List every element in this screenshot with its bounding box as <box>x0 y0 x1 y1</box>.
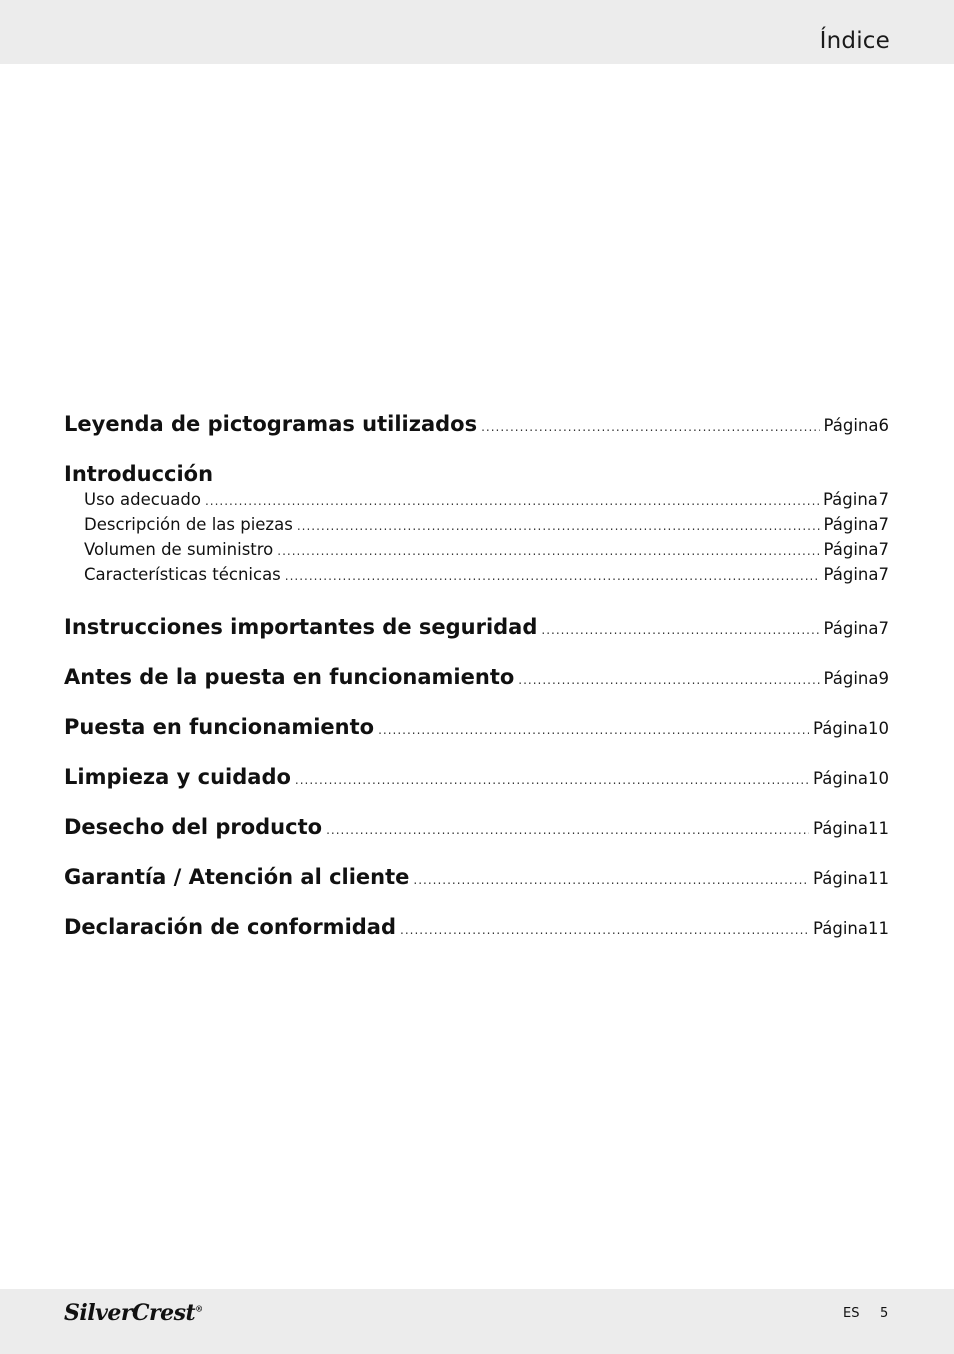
toc-entry-label: Descripción de las piezas <box>84 515 293 534</box>
brand-name: SilverCrest <box>64 1300 196 1326</box>
toc-page-number: 7 <box>878 619 889 638</box>
table-of-contents <box>64 412 889 965</box>
toc-page-number: 11 <box>868 919 889 938</box>
registered-mark: ® <box>195 1303 203 1314</box>
toc-leader-dots <box>295 773 809 787</box>
toc-entry-label: Puesta en funcionamiento <box>64 715 375 739</box>
toc-entry-puesta[interactable] <box>64 715 889 765</box>
toc-entry-label: Uso adecuado <box>84 490 201 509</box>
toc-page-number: 7 <box>878 565 889 584</box>
toc-page-number: 7 <box>878 515 889 534</box>
toc-entry-label: Antes de la puesta en funcionamiento <box>64 665 515 689</box>
toc-page-label: Página <box>823 515 879 534</box>
header-band <box>0 0 954 64</box>
language-code: ES <box>843 1306 860 1321</box>
toc-page-label: Página <box>813 919 868 938</box>
toc-leader-dots <box>518 673 819 687</box>
toc-page-label: Página <box>813 819 868 838</box>
toc-entry-label: Leyenda de pictogramas utilizados <box>64 412 478 436</box>
toc-entry-label: Volumen de suministro <box>84 540 274 559</box>
toc-leader-dots <box>326 823 809 837</box>
toc-entry-garantia[interactable] <box>64 865 889 915</box>
toc-leader-dots <box>205 494 819 508</box>
toc-leader-dots <box>413 873 809 887</box>
toc-entry-label: Limpieza y cuidado <box>64 765 291 789</box>
toc-entry-caracteristicas[interactable] <box>64 565 889 590</box>
toc-page-label: Página <box>823 416 879 435</box>
toc-entry-label: Declaración de conformidad <box>64 915 397 939</box>
toc-page-number: 10 <box>868 719 889 738</box>
brand-logo <box>64 1300 203 1326</box>
toc-entry-antes[interactable] <box>64 665 889 715</box>
toc-leader-dots <box>285 569 820 583</box>
page-title: Índice <box>819 28 890 54</box>
toc-entry-label: Garantía / Atención al cliente <box>64 865 410 889</box>
toc-heading-introduccion[interactable] <box>64 462 889 490</box>
toc-page-number: 7 <box>878 540 889 559</box>
toc-entry-label: Desecho del producto <box>64 815 323 839</box>
toc-entry-label: Instrucciones importantes de seguridad <box>64 615 538 639</box>
toc-page-number: 6 <box>878 416 889 435</box>
toc-page-number: 9 <box>878 669 889 688</box>
toc-page-number: 11 <box>868 869 889 888</box>
toc-leader-dots <box>481 420 819 434</box>
toc-entry-descripcion[interactable] <box>64 515 889 540</box>
toc-page-label: Página <box>822 490 878 509</box>
toc-leader-dots <box>400 923 809 937</box>
toc-entry-label: Introducción <box>64 462 214 486</box>
toc-entry-volumen[interactable] <box>64 540 889 565</box>
toc-entry-label: Características técnicas <box>84 565 281 584</box>
toc-page-label: Página <box>823 565 879 584</box>
toc-entry-leyenda[interactable] <box>64 412 889 462</box>
toc-leader-dots <box>277 544 819 558</box>
toc-entry-declaracion[interactable] <box>64 915 889 965</box>
toc-page-label: Página <box>813 869 868 888</box>
toc-entry-desecho[interactable] <box>64 815 889 865</box>
toc-page-label: Página <box>823 669 879 688</box>
toc-page-number: 7 <box>878 490 889 509</box>
toc-page-label: Página <box>813 719 868 738</box>
toc-leader-dots <box>378 723 809 737</box>
toc-page-label: Página <box>823 540 879 559</box>
toc-page-label: Página <box>823 619 879 638</box>
toc-entry-uso-adecuado[interactable] <box>64 490 889 515</box>
toc-leader-dots <box>541 623 819 637</box>
toc-entry-instrucciones[interactable] <box>64 615 889 665</box>
page-number: 5 <box>880 1306 889 1321</box>
toc-page-number: 10 <box>868 769 889 788</box>
toc-page-number: 11 <box>868 819 889 838</box>
toc-leader-dots <box>297 519 820 533</box>
toc-page-label: Página <box>813 769 868 788</box>
toc-entry-limpieza[interactable] <box>64 765 889 815</box>
